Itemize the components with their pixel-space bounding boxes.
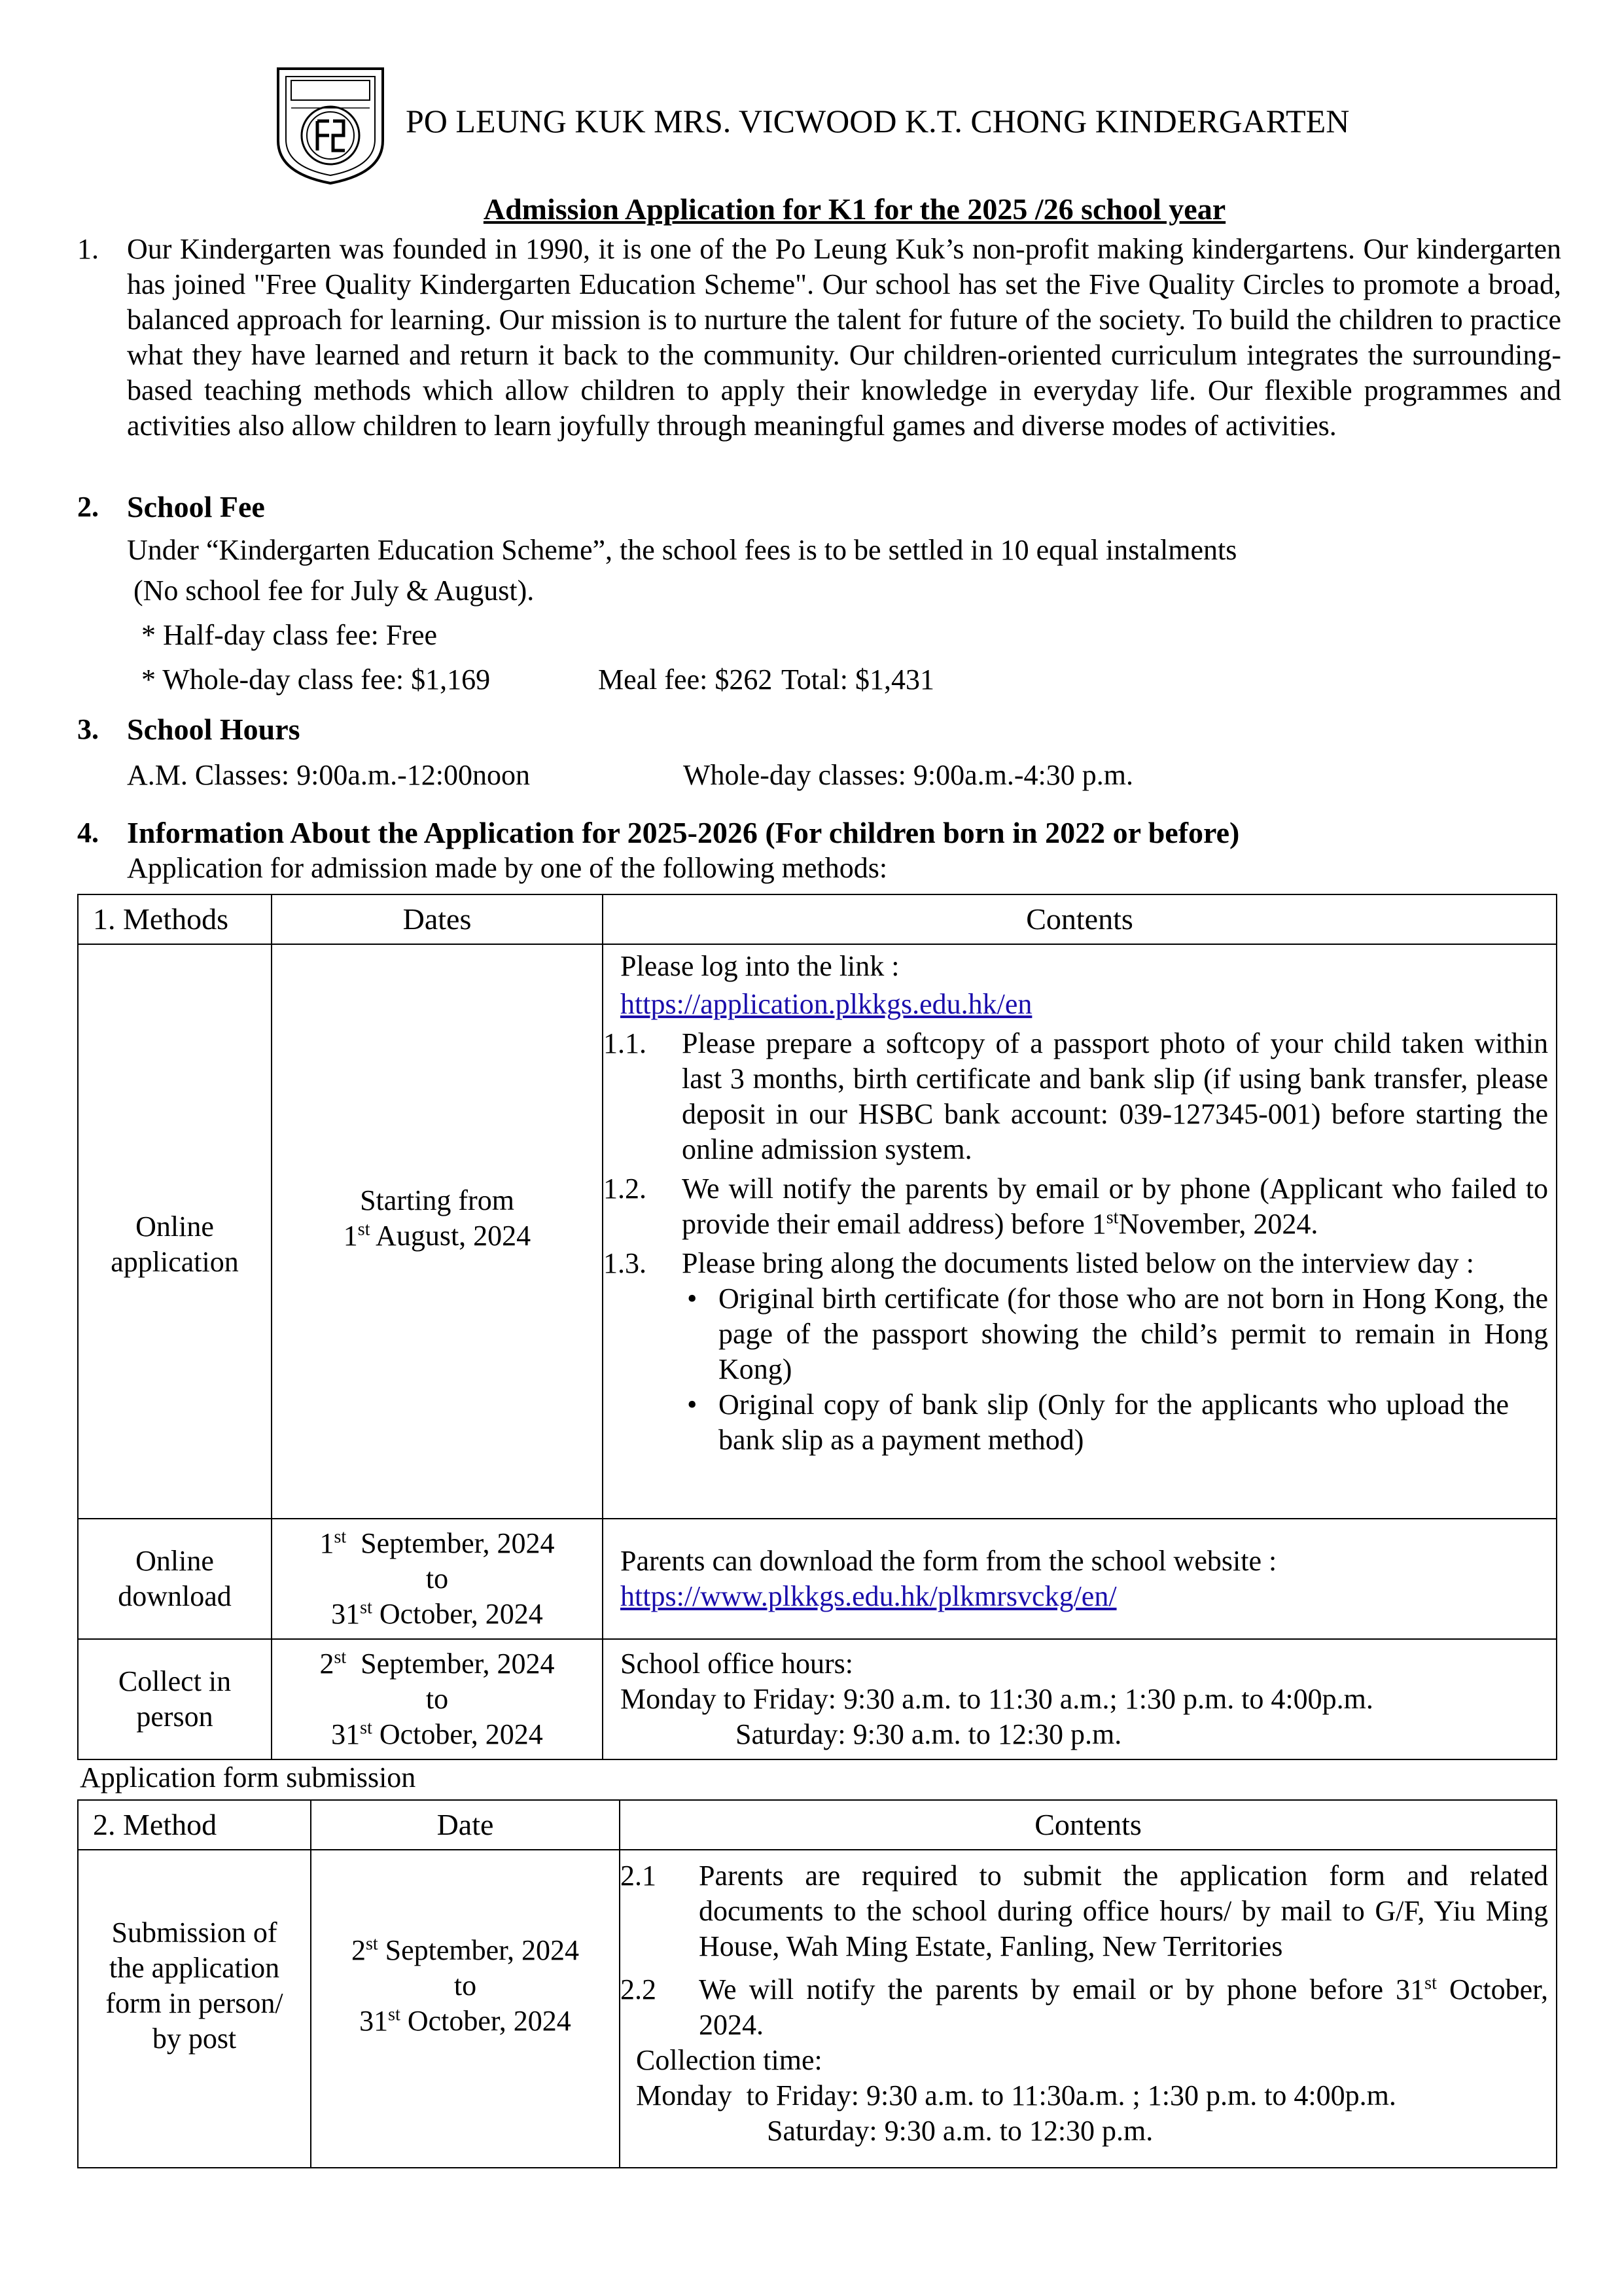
list-item: 2.1 Parents are required to submit the application form and related documents to the school during office hours/ by mail to G/F, Yiu Ming House, Wah Ming Estate, Fanling, New Territories: [620, 1860, 1548, 1962]
collection-weekday: Monday to Friday: 9:30 a.m. to 11:30a.m. ; 1:30 p.m. to 4:00p.m.: [636, 2079, 1396, 2111]
bullet-icon: •: [687, 1282, 697, 1315]
date-prefix: Starting from: [360, 1184, 514, 1216]
date-cell: 2st September, 2024 to 31st October, 2024: [272, 1639, 603, 1759]
method-cell: Online application: [78, 944, 272, 1519]
fee-scheme-text: Under “Kindergarten Education Scheme”, the school fees is to be settled in 10 equal instalments: [127, 534, 1237, 566]
table-row: [78, 944, 1557, 1519]
table-header-row: [78, 1800, 1557, 1850]
school-website-link[interactable]: https://www.plkkgs.edu.hk/plkmrsvckg/en/: [620, 1580, 1117, 1612]
office-hours-weekday: Monday to Friday: 9:30 a.m. to 11:30 a.m.; 1:30 p.m. to 4:00p.m.: [620, 1683, 1373, 1715]
contents-cell: [603, 944, 1557, 1519]
page-title: Admission Application for K1 for the 2025 /26 school year: [483, 192, 1226, 226]
collection-saturday: Saturday: 9:30 a.m. to 12:30 p.m.: [767, 2115, 1154, 2147]
collection-label: Collection time:: [636, 2044, 822, 2076]
application-link[interactable]: https://application.plkkgs.edu.hk/en: [620, 988, 1033, 1020]
table-row: [78, 1639, 1557, 1759]
date-cell: 1st September, 2024 to 31st October, 2024: [272, 1519, 603, 1639]
section-number: 4.: [77, 817, 99, 849]
section-2: [77, 489, 1561, 698]
date-value: 1st August, 2024: [343, 1219, 531, 1252]
contents-cell: [603, 1519, 1557, 1639]
table-header-cell: Date: [311, 1800, 620, 1850]
am-classes: A.M. Classes: 9:00a.m.-12:00noon: [127, 759, 530, 791]
contents-cell: [603, 1639, 1557, 1759]
section-number: 3.: [77, 713, 99, 745]
school-hours-row: [127, 758, 1561, 793]
table-row: [78, 1519, 1557, 1639]
section-heading: School Hours: [127, 713, 300, 746]
section-number: 2.: [77, 491, 99, 523]
school-name: PO LEUNG KUK MRS. VICWOOD K.T. CHONG KINDERGARTEN: [406, 103, 1350, 139]
application-intro: Application for admission made by one of the following methods:: [127, 852, 888, 884]
whole-day-fee: * Whole-day class fee: $1,169: [141, 663, 491, 696]
section-heading: School Fee: [127, 490, 265, 523]
table-header-cell: 2. Method: [78, 1800, 311, 1850]
section-4: [77, 815, 1561, 886]
method-cell: Collect in person: [78, 1639, 272, 1759]
methods-table: [77, 894, 1557, 1760]
table-header-cell: Contents: [603, 894, 1557, 944]
total-fee: Total: $1,431: [781, 663, 935, 696]
list-item: 1.3. Please bring along the documents listed below on the interview day :: [603, 1247, 1474, 1279]
bullet-item: • Original copy of bank slip (Only for the applicants who upload the bank slip as a payment method): [687, 1388, 1509, 1456]
table-header-cell: 1. Methods: [78, 894, 272, 944]
section-3: [77, 712, 1561, 793]
date-cell: 2st September, 2024 to 31st October, 2024: [311, 1850, 620, 2168]
list-item: 1.1. Please prepare a softcopy of a passport photo of your child taken within last 3 months, birth certificate and bank slip (if using bank transfer, please deposit in our HSBC bank account: 039-127345-001) before starting the online admission system.: [603, 1027, 1548, 1165]
fee-note: (No school fee for July & August).: [133, 574, 535, 607]
submission-table: [77, 1799, 1557, 2168]
table-row: [78, 1850, 1557, 2168]
meal-fee: Meal fee: $262: [598, 663, 773, 696]
section-1-text: Our Kindergarten was founded in 1990, it is one of the Po Leung Kuk’s non-profit making kindergartens. Our kindergarten has joined "Free Quality Kindergarten Education Scheme". Our school has set the Five Quality Circles to promote a broad, balanced approach for learning. Our mission is to nurture the talent for future of the society. To build the children to practice what they have learned and return it back to the community. Our children-oriented curriculum integrates the surrounding-based teaching methods which allow children to apply their knowledge in everyday life. Our flexible programmes and activities also allow children to learn joyfully through meaningful games and diverse modes of activities.: [127, 233, 1561, 442]
contents-cell: [620, 1850, 1557, 2168]
login-text: Please log into the link :: [620, 950, 900, 982]
section-1: [77, 232, 1561, 444]
method-cell: Submission of the application form in person/ by post: [78, 1850, 311, 2168]
half-day-fee: * Half-day class fee: Free: [141, 619, 438, 651]
whole-day-classes: Whole-day classes: 9:00a.m.-4:30 p.m.: [683, 759, 1133, 791]
submission-label: Application form submission: [80, 1761, 416, 1793]
download-text: Parents can download the form from the school website :: [620, 1545, 1277, 1577]
header: [265, 62, 1508, 193]
office-hours-saturday: Saturday: 9:30 a.m. to 12:30 p.m.: [735, 1718, 1122, 1750]
date-cell: [272, 944, 603, 1519]
list-item: 2.2 We will notify the parents by email or by phone before 31st October, 2024.: [620, 1973, 1548, 2041]
section-heading: Information About the Application for 2025-2026 (For children born in 2022 or before): [127, 816, 1240, 849]
section-number: 1.: [77, 233, 99, 265]
table-header-cell: Contents: [620, 1800, 1557, 1850]
bullet-icon: •: [687, 1388, 697, 1421]
table-header-cell: Dates: [272, 894, 603, 944]
office-hours-label: School office hours:: [620, 1648, 854, 1680]
list-item: 1.2. We will notify the parents by email or by phone (Applicant who failed to provide their email address) before 1stNovember, 2024.: [603, 1173, 1548, 1240]
method-cell: Online download: [78, 1519, 272, 1639]
whole-day-fee-row: [127, 662, 1561, 698]
bullet-item: • Original birth certificate (for those who are not born in Hong Kong, the page of the passport showing the child’s permit to remain in Hong Kong): [687, 1282, 1548, 1385]
table-header-row: [78, 894, 1557, 944]
school-logo-icon: [265, 62, 396, 186]
